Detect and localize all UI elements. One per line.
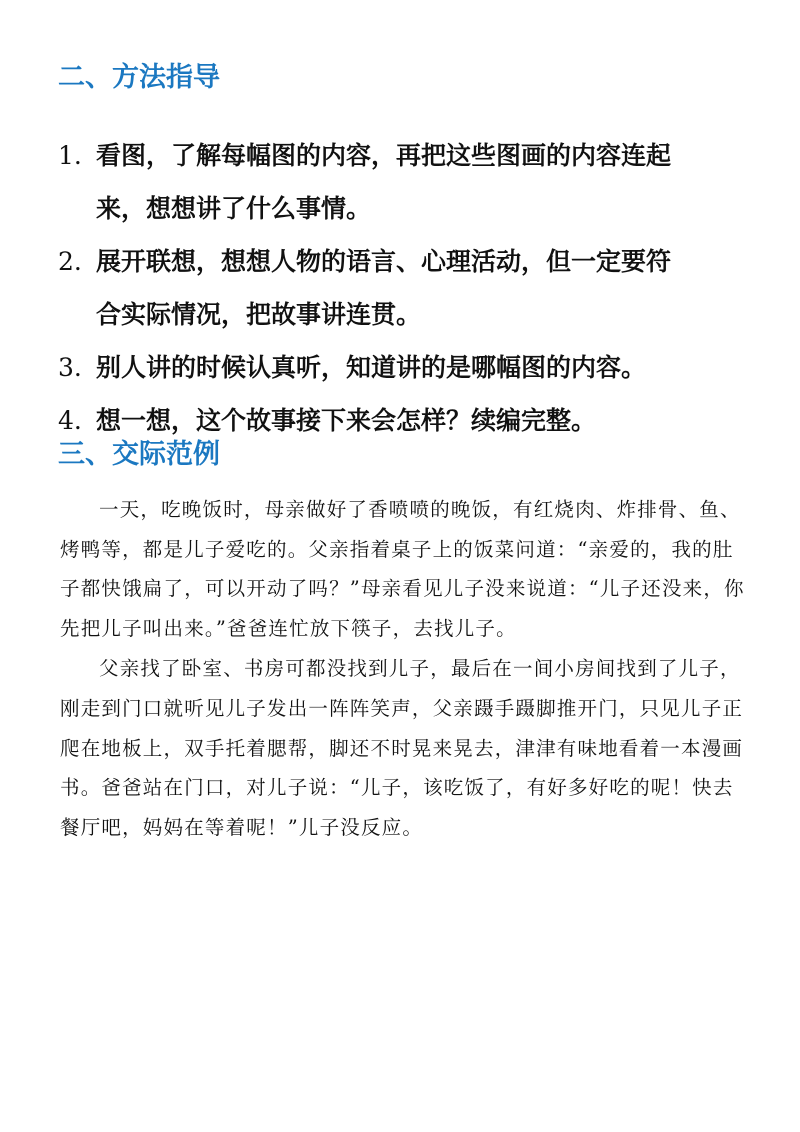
method-line-1-1: 看图，了解每幅图的内容，再把这些图画的内容连起 [96, 141, 672, 170]
method-number-2: 2. [58, 247, 82, 276]
method-number-4: 4. [58, 406, 82, 435]
section-heading-methods: 二、方法指导 [58, 62, 220, 93]
method-line-1-2: 来，想想讲了什么事情。 [96, 194, 372, 223]
method-line-2-1: 展开联想，想想人物的语言、心理活动，但一定要符 [96, 247, 672, 276]
method-line-3-1: 别人讲的时候认真听，知道讲的是哪幅图的内容。 [96, 353, 647, 382]
method-line-4-1: 想一想，这个故事接下来会怎样？续编完整。 [96, 406, 597, 435]
method-line-2-2: 合实际情况，把故事讲连贯。 [96, 300, 422, 329]
method-item-3 [58, 341, 758, 394]
method-item-2 [58, 235, 758, 341]
example-paragraph-2: 父亲找了卧室、书房可都没找到儿子，最后在一间小房间找到了儿子，刚走到门口就听见儿子发出一阵阵笑声，父亲蹑手蹑脚推开门，只见儿子正爬在地板上，双手托着腮帮，脚还不时晃来晃去，津津有味地看着一本漫画书。爸爸站在门口，对儿子说：“儿子，该吃饭了，有好多好吃的呢！快去餐厅吧，妈妈在等着呢！”儿子没反应。 [60, 657, 744, 839]
method-list [58, 129, 758, 447]
section-heading-example: 三、交际范例 [58, 439, 220, 470]
example-paragraph-1: 一天，吃晚饭时，母亲做好了香喷喷的晚饭，有红烧肉、炸排骨、鱼、烤鸭等，都是儿子爱吃的。父亲指着桌子上的饭菜问道：“亲爱的，我的肚子都快饿扁了，可以开动了吗？”母亲看见儿子没来说道：“儿子还没来，你先把儿子叫出来。”爸爸连忙放下筷子，去找儿子。 [60, 498, 745, 640]
method-number-3: 3. [58, 353, 82, 382]
method-number-1: 1. [58, 141, 82, 170]
example-text [60, 490, 752, 847]
method-item-1 [58, 129, 758, 235]
